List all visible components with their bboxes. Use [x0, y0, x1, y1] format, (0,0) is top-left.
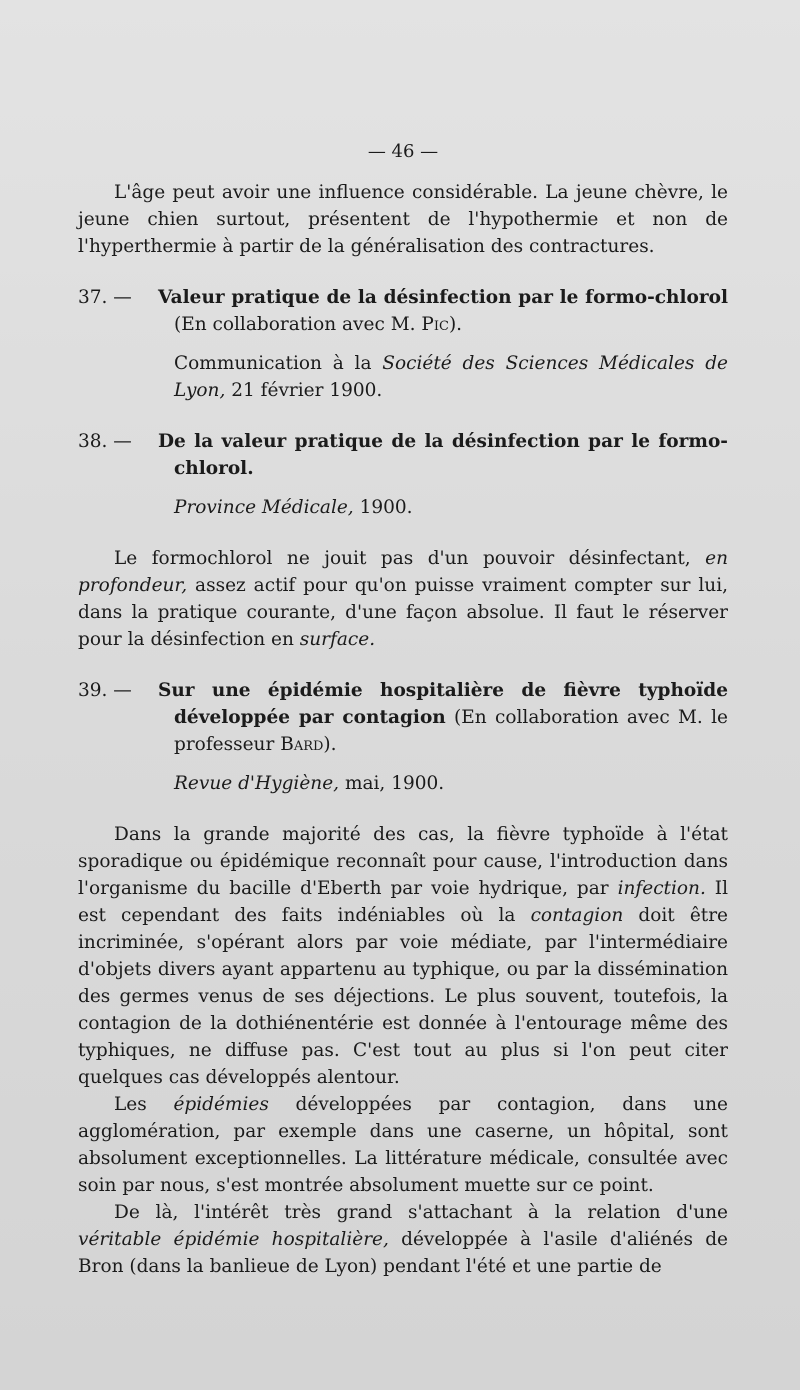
body-paragraph-3	[78, 1199, 728, 1280]
body-paragraph-2	[78, 1091, 728, 1199]
entry-37	[78, 284, 728, 338]
entry-37-title: Valeur pratique de la désinfection par le formo-chlorol	[158, 287, 728, 308]
page-content	[78, 138, 728, 1280]
body-p3-b: véritable épidémie hospitalière,	[78, 1229, 389, 1250]
body-p1-e: doit être incriminée, s'opérant alors par voie médiate, par l'intermédiaire d'objets divers ayant appartenu au typhique, ou par la dissémination des germes venus de ses déjections. Le plus souvent, toutefois, la contagion de la dothiénentérie est donnée à l'entourage même des typhiques, ne diffuse pas. C'est tout au plus si l'on peut citer quelques cas développés alentour.	[78, 905, 728, 1088]
body-p2-b: épidémies	[173, 1094, 269, 1115]
page-number: — 46 —	[367, 141, 439, 162]
entry-39-collab-suffix: ).	[323, 734, 337, 755]
body-p1-a: Dans la grande majorité des cas, la fièvre typhoïde à l'état sporadique ou épidémique reconnaît pour cause, l'introduction dans l'organisme du bacille d'Eberth par voie hydrique, par	[78, 824, 728, 899]
entry-38-title: De la valeur pratique de la désinfection par le formo-chlorol.	[158, 431, 728, 479]
entry-38-source-year: 1900.	[359, 497, 413, 518]
entry-38-number: 38. —	[78, 431, 132, 452]
entry-37-source	[78, 350, 728, 404]
entry-38-source	[78, 494, 728, 521]
entry-37-source-prefix: Communication à la	[174, 353, 372, 374]
entry-37-number: 37. —	[78, 287, 132, 308]
entry-37-collab-prefix: (En collaboration avec M.	[174, 314, 416, 335]
body-p1-c: Il est cependant des faits indéniables où la	[78, 878, 728, 926]
intro-paragraph: L'âge peut avoir une influence considérable. La jeune chèvre, le jeune chien surtout, présentent de l'hypothermie et non de l'hyperthermie à partir de la généralisation des contractures.	[78, 182, 728, 257]
body-p2-c: développées par contagion, dans une agglomération, par exemple dans une caserne, un hôpital, sont absolument exceptionnelles. La littérature médicale, consultée avec soin par nous, s'est montrée absolument muette sur ce point.	[78, 1094, 728, 1196]
entry-39-source-journal: Revue d'Hygiène,	[174, 773, 340, 794]
body-p1-b: infection.	[617, 878, 706, 899]
entry-37-source-journal: Société des Sciences Médicales de Lyon,	[174, 353, 728, 401]
body-p1-d: contagion	[530, 905, 624, 926]
entry-39-title: Sur une épidémie hospitalière de fièvre typhoïde développée par contagion	[158, 680, 728, 728]
entry-39-number: 39. —	[78, 680, 132, 701]
entry-38-source-journal: Province Médicale,	[174, 497, 354, 518]
entry-37-collab-name: Pic	[421, 314, 449, 335]
entry-38-text-b: en profondeur,	[78, 548, 728, 596]
body-p3-c: développée à l'asile d'aliénés de Bron (dans la banlieue de Lyon) pendant l'été et une partie de	[78, 1229, 728, 1277]
entry-38-text-c: assez actif pour qu'on puisse vraiment compter sur lui, dans la pratique courante, d'une façon absolue. Il faut le réserver pour la désinfection en	[78, 575, 728, 650]
body-p2-a: Les	[114, 1094, 147, 1115]
entry-38-text-a: Le formochlorol ne jouit pas d'un pouvoir désinfectant,	[114, 548, 691, 569]
entry-39	[78, 677, 728, 758]
entry-38	[78, 428, 728, 482]
entry-38-paragraph	[78, 545, 728, 653]
entry-39-collab-prefix: (En collaboration avec M. le professeur	[174, 707, 728, 755]
body-p3-a: De là, l'intérêt très grand s'attachant à la relation d'une	[114, 1202, 728, 1223]
entry-39-collab-name: Bard	[280, 734, 324, 755]
entry-38-text-d: surface.	[299, 629, 376, 650]
entry-37-collab-suffix: ).	[448, 314, 463, 335]
entry-39-source	[78, 770, 728, 797]
entry-39-source-date: mai, 1900.	[344, 773, 445, 794]
body-paragraph-1	[78, 821, 728, 1091]
entry-37-source-date: 21 février 1900.	[231, 380, 383, 401]
